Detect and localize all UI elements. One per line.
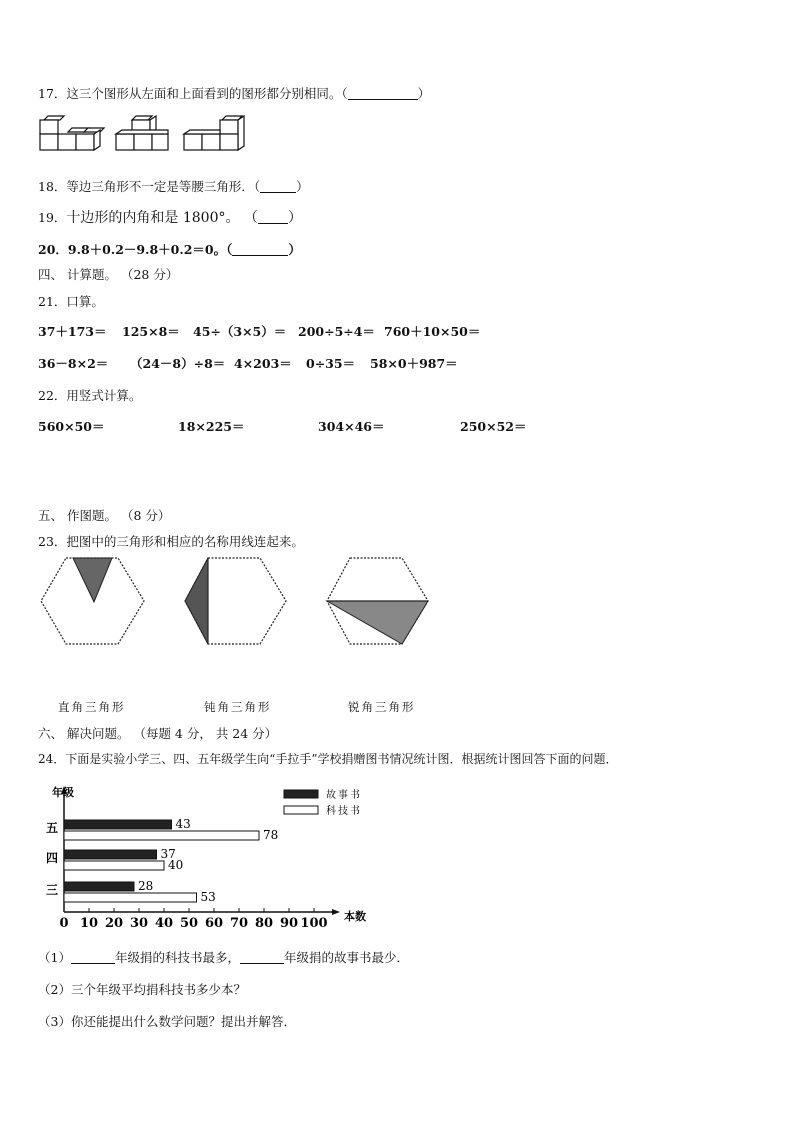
section-5-heading: 五、 作图题。 （8 分） [38, 508, 171, 523]
hexagon-right-triangle [41, 558, 144, 644]
q24-title: 24．下面是实验小学三、四、五年级学生向“手拉手”学校捐赠图书情况统计图．根据统计图回答下面的问题． [38, 752, 618, 766]
answer-blank[interactable] [260, 180, 296, 193]
data-label: 28 [138, 879, 154, 893]
hexagon-obtuse-triangle [185, 558, 286, 644]
category-label: 五 [46, 821, 59, 835]
bar [64, 861, 164, 870]
category-label: 四 [46, 851, 59, 865]
triangle-name-acute: 锐角三角形 [348, 700, 416, 714]
answer-blank[interactable] [232, 243, 288, 256]
legend-swatch [284, 806, 318, 814]
q21-item: （24－8）÷8＝ [130, 356, 226, 371]
q22-item: 250×52＝ [460, 419, 527, 434]
x-tick-label: 0 [59, 916, 69, 931]
legend-label: 科技书 [326, 806, 362, 817]
q21-item: 37＋173＝ [38, 324, 107, 339]
q22-item: 18×225＝ [178, 419, 245, 434]
q21-item: 760＋10×50＝ [384, 324, 481, 339]
legend-label: 故事书 [326, 790, 362, 801]
bar [64, 831, 259, 840]
q21-item: 4×203＝ [234, 356, 292, 371]
q19: 19．十边形的内角和是 1800°。 （ ） [38, 210, 302, 226]
section-6-heading: 六、 解决问题。 （每题 4 分， 共 24 分） [38, 726, 278, 741]
x-tick-label: 60 [204, 916, 224, 931]
triangle-name-right: 直角三角形 [58, 700, 126, 714]
answer-blank[interactable] [240, 951, 284, 964]
data-label: 37 [160, 847, 176, 861]
q23-title: 23．把图中的三角形和相应的名称用线连起来。 [38, 534, 304, 549]
cube-figures [36, 112, 256, 164]
q21-item: 58×0＋987＝ [370, 356, 458, 371]
q21-item: 45÷（3×5）＝ [193, 324, 287, 339]
bar [64, 893, 197, 902]
q21-item: 36－8×2＝ [38, 356, 109, 371]
q18: 18．等边三角形不一定是等腰三角形．（ ） [38, 179, 309, 194]
q17: 17．这三个图形从左面和上面看到的图形都分别相同。（ ） [38, 86, 431, 101]
data-label: 40 [168, 858, 184, 872]
q24-sub3: （3）你还能提出什么数学问题？提出并解答． [38, 1014, 296, 1029]
x-tick-label: 10 [79, 916, 99, 931]
data-label: 43 [175, 817, 191, 831]
cube-figure-3 [184, 116, 244, 150]
x-tick-label: 30 [129, 916, 149, 931]
category-label: 三 [46, 883, 59, 897]
y-axis-label: 年级 [52, 786, 74, 799]
x-axis-label: 本数 [344, 910, 366, 923]
q21-item: 125×8＝ [122, 324, 180, 339]
q24-sub1: （1） 年级捐的科技书最多， 年级捐的故事书最少． [38, 950, 409, 965]
bar [64, 882, 134, 891]
q22-item: 304×46＝ [318, 419, 385, 434]
answer-blank[interactable] [348, 87, 418, 100]
legend-swatch [284, 790, 318, 798]
x-tick-label: 20 [104, 916, 124, 931]
data-label: 78 [263, 828, 279, 842]
cube-figure-2 [116, 116, 168, 150]
x-axis-arrow [332, 909, 340, 915]
x-tick-label: 100 [300, 916, 328, 931]
triangle-name-obtuse: 钝角三角形 [204, 700, 272, 714]
hexagon-figures [40, 555, 440, 647]
q21-item: 200÷5÷4＝ [298, 324, 375, 339]
x-tick-label: 80 [254, 916, 274, 931]
q20: 20．9.8＋0.2－9.8＋0.2＝0。（ ） [38, 242, 301, 257]
section-4-heading: 四、 计算题。 （28 分） [38, 267, 179, 282]
x-tick-label: 90 [279, 916, 299, 931]
x-tick-label: 40 [154, 916, 174, 931]
answer-blank[interactable] [71, 951, 115, 964]
data-label: 53 [200, 890, 216, 904]
q21-title: 21．口算。 [38, 294, 104, 309]
x-tick-label: 70 [229, 916, 249, 931]
q22-item: 560×50＝ [38, 419, 105, 434]
bar-chart [34, 780, 414, 936]
hexagon-acute-triangle [327, 558, 428, 644]
q22-title: 22．用竖式计算。 [38, 388, 142, 403]
bar [64, 850, 157, 859]
bar [64, 820, 172, 829]
x-tick-label: 50 [179, 916, 199, 931]
q21-item: 0÷35＝ [306, 356, 356, 371]
q24-sub2: （2）三个年级平均捐科技书多少本？ [38, 982, 246, 997]
answer-blank[interactable] [258, 211, 288, 224]
cube-figure-1 [40, 116, 104, 150]
